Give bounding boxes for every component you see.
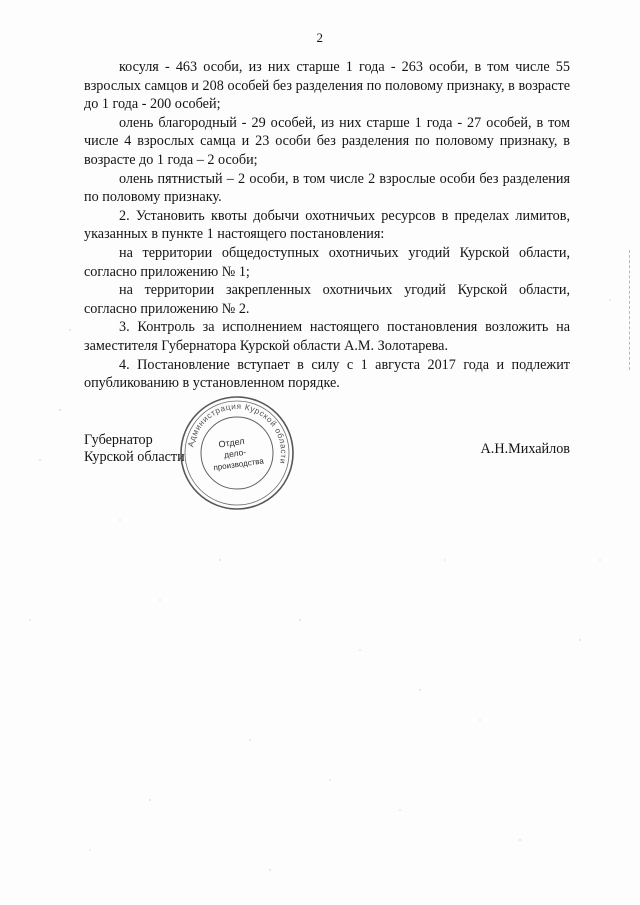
seal-center-line2: дело- [223,446,247,460]
page-number: 2 [316,30,324,45]
signatory-title-line1: Губернатор [84,432,153,448]
paragraph-assigned-grounds: на территории закрепленных охотничьих угодий Курской области, согласно приложению № 2. [84,282,570,317]
paragraph-sika-deer: олень пятнистый – 2 особи, в том числе 2 взрослые особи без разделения по половому признаку. [84,170,570,206]
signatory-title [84,432,185,466]
signatory-title-line2: Курской области [84,449,185,465]
seal-center-line1: Отдел [217,435,246,450]
paragraph-public-grounds: на территории общедоступных охотничьих угодий Курской области, согласно приложению № 1; [84,244,570,280]
paragraph-red-deer: олень благородный - 29 особей, из них старше 1 года - 27 особей, в том числе 4 взрослых самца и 23 особи без разделения по половому признаку, в возрасте до 1 года – 2 особи; [84,114,570,168]
signatory-name: А.Н.Михайлов [480,441,570,457]
official-seal-stamp [177,393,297,513]
paragraph-roe-deer: косуля - 463 особи, из них старше 1 года - 263 особи, в том числе 55 взрослых самцов и 208 особей без разделения по половому признаку, в возрасте до 1 года - 200 особей; [84,59,570,113]
scan-margin-artifact [628,250,630,370]
paragraph-item-4: 4. Постановление вступает в силу с 1 августа 2017 года и подлежит опубликованию в установленном порядке. [84,356,570,392]
seal-ring-text: Администрация Курской области [186,401,289,465]
paragraph-item-2: 2. Установить квоты добычи охотничьих ресурсов в пределах лимитов, указанных в пункте 1 настоящего постановления: [84,207,570,243]
paragraph-item-3: 3. Контроль за исполнением настоящего постановления возложить на заместителя Губернатора Курской области А.М. Золотарева. [84,319,570,354]
seal-center-line3: производства [212,456,265,473]
